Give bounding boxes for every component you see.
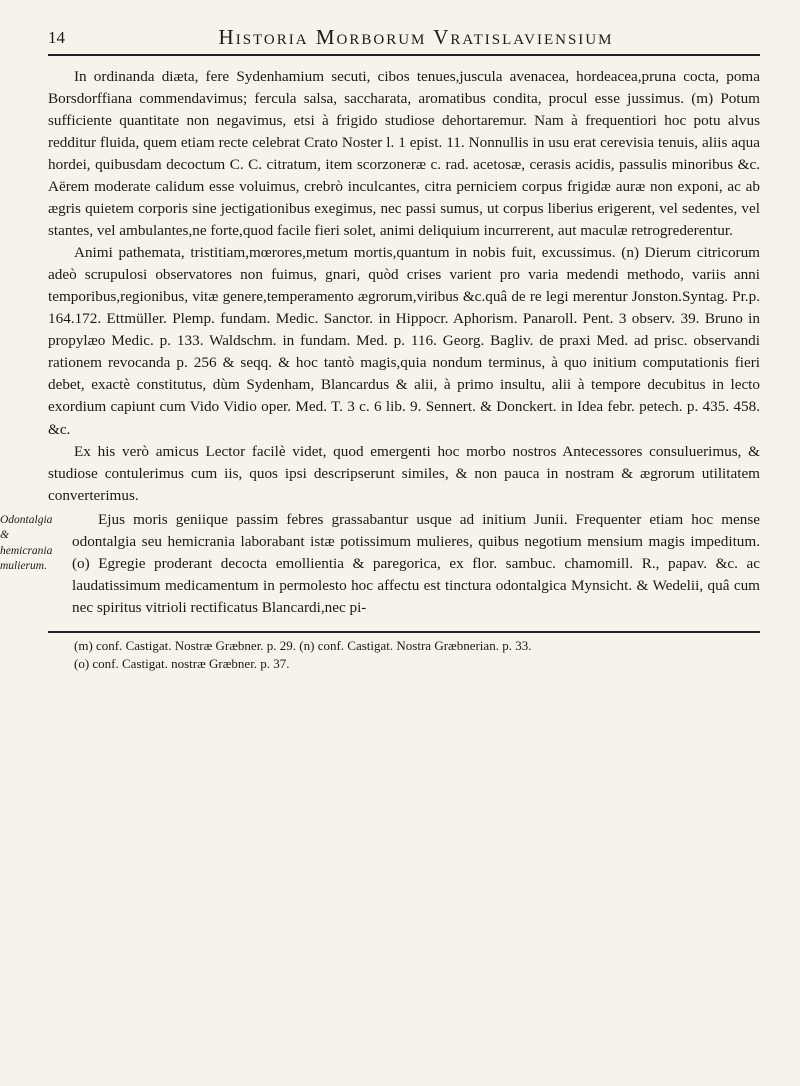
margin-note: Odontalgia & hemicrania mulierum. — [0, 513, 53, 573]
page-header — [48, 20, 760, 50]
main-text — [0, 66, 760, 619]
section-odontalgia — [0, 509, 760, 619]
paragraph-diet: In ordinanda diæta, fere Sydenhamium secuti, cibos tenues,jusculа avenacea, hordeacea,pruna cocta, poma Borsdorffiana commendavimus; fercula salsa, saccharata, aromatibus condita, procul esse jussimus. (m) Potum sufficiente quantitate non negavimus, etsi à frigido studiose dehortaremur. Nam à frequentiori hoc potu alvus redditur fluida, quem etiam recte celebrat Crato Noster l. 1 epist. 11. Nonnullis in usu erat cerevisia tenuis, aliis aqua hordei, quibusdam decoctum C. C. citratum, item scorzoneræ c. rad. acetosæ, cerasis acidis, passulis minoribus &c. Aërem moderate calidum esse voluimus, crebrò inculcantes, citra perniciem corpus frigidæ auræ non exponi, ac ab ægris quietem corporis sine jectigationibus exegimus, nec passi sumus, ut corpus liberius erigerent, vel sedentes, vel stantes, vel ambulantes,ne forte,quod facile fieri solet, animi deliquium incurrerent, aut maculæ retrogrederentur. — [48, 68, 760, 240]
running-title: Historia Morborum Vratislaviensium — [218, 25, 614, 49]
header-rule — [48, 54, 760, 56]
footnote-rule — [48, 631, 760, 633]
paragraph-animi-pathemata: Animi pathemata, tristitiam,mœrores,metum mortis,quantum in nobis fuit, excussimus. (n) Dierum citricorum adeò scrupulosi observatores non fuimus, gnari, quòd crises varient pro varia medendi methodo, variis anni temporibus,regionibus, vitæ genere,temperamento ægrorum,viribus &c.quâ de re legi merentur Jonston.Syntag. Pr.p. 164.172. Ettmüller. Plemp. fundam. Medic. Sanctor. in Hippocr. Aphorism. Panaroll. Pent. 3 observ. 39. Bruno in propylæo Medic. p. 133. Waldschm. in fundam. Med. p. 116. Georg. Bagliv. de praxi Med. ad prisc. observandi rationem revocanda p. 256 & seqq. & hoc tantò magis,quia nondum terminus, à quo initium computationis fieri debet, exactè constitutus, dùm Sydenham, Blancardus & alii, à primo insultu, alii à tempore decubitus in lecto exordium capiunt cum Vido Vidio oper. Med. T. 3 c. 6 lib. 9. Sennert. & Donckert. in Idea febr. petech. p. 435. 458. &c. — [48, 244, 760, 438]
footnote-o: (o) conf. Castigat. nostræ Græbner. p. 37. — [74, 655, 290, 671]
paragraph-conclusion: Ex his verò amicus Lector facilè videt, quod emergenti hoc morbo nostros Antecessores consuluerimus, & studiose contulerimus cum iis, quos ipsi descripserunt similes, & non pauca in nostram & ægrorum utilitatem converterimus. — [48, 442, 760, 504]
footnote-m-n: (m) conf. Castigat. Nostræ Græbner. p. 29. (n) conf. Castigat. Nostra Græbnerian. p. 33. — [74, 637, 532, 653]
paragraph-odontalgia: Ejus moris geniique passim febres grassabantur usque ad initium Junii. Frequenter etiam hoc mense odontalgia seu hemicrania laborabant istæ potissimum mulieres, quibus negotium mensium magis impeditum. (o) Egregie proderant decocta emollientia & paregorica, ex flor. sambuc. chamomill. R., papav. &c. ac laudatissimum medicamentum in permolesto hoc affectu est tinctura odontalgica Mynsicht. & Wedelii, quâ cum nec spiritus vitrioli rectificatus Blancardi,nec pi- — [72, 510, 760, 616]
page-number: 14 — [48, 28, 65, 47]
